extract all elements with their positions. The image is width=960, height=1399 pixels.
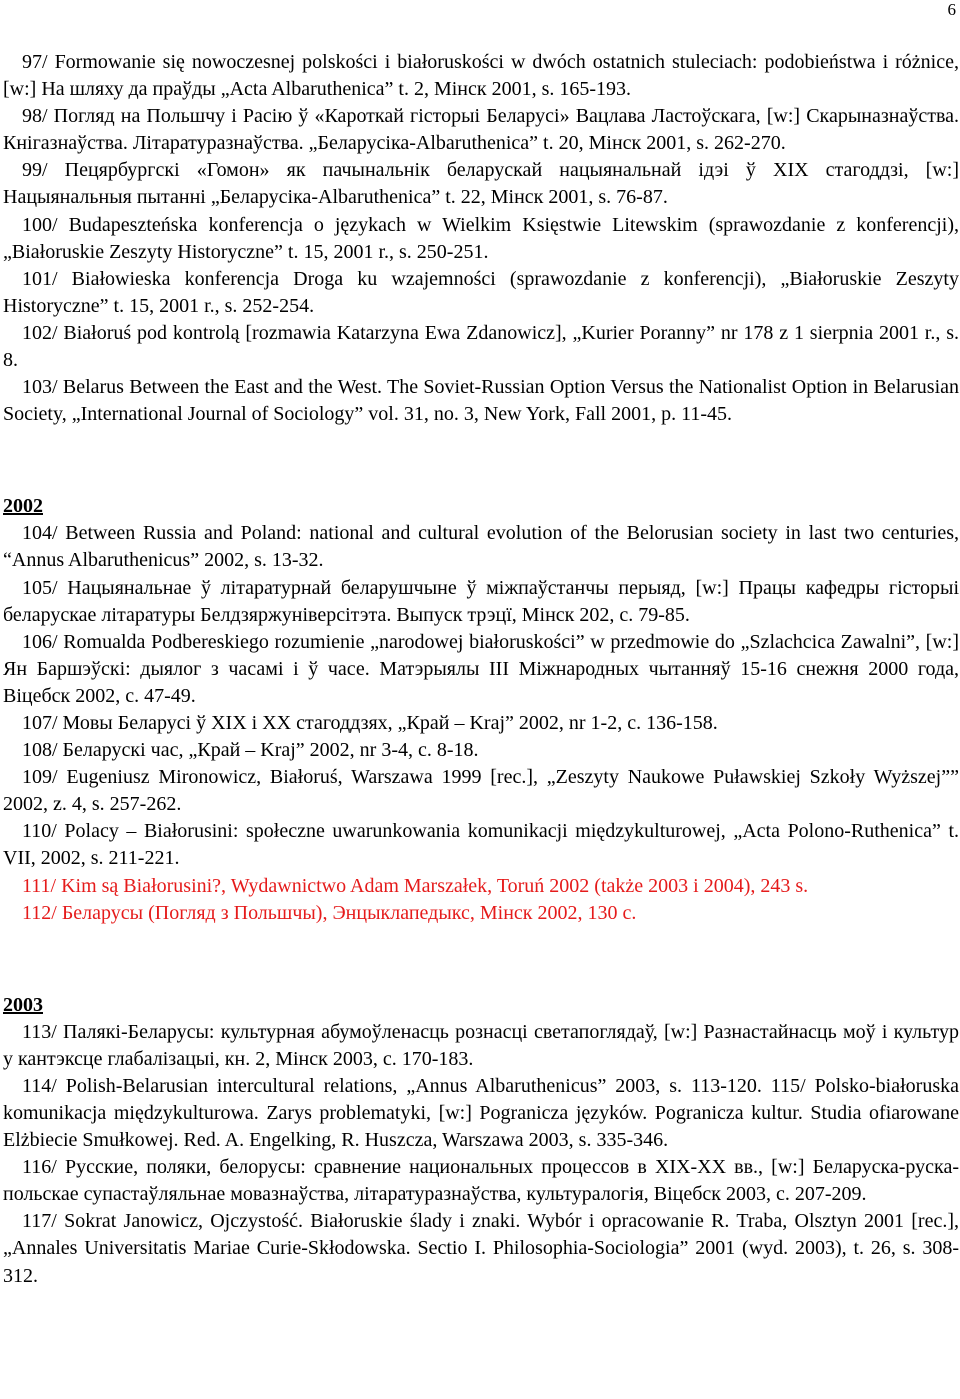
page-number: 6 — [947, 0, 956, 19]
section-spacer — [3, 927, 959, 992]
year-heading-2003: 2003 — [3, 993, 43, 1016]
list-item: 98/ Погляд на Польшчу і Расію ў «Кароткай гісторыі Беларусі» Вацлава Ластоўскага, [w:] Скарыназнаўства. Кнігазнаўства. Літаратуразнаўства. „Беларусіка-Albaruthenica” t. 20, Мінск 2001, s. 262-270. — [3, 105, 959, 155]
list-item: 108/ Беларускі час, „Край – Kraj” 2002, nr 3-4, с. 8-18. — [22, 739, 479, 762]
list-item: 117/ Sokrat Janowicz, Ojczystość. Białoruskie ślady i znaki. Wybór i opracowanie R. Traba, Olsztyn 2001 [rec.], „Annales Universitatis Mariae Curie-Skłodowska. Sectio I. Philosophia-Sociologia” 2001 (wyd. 2003), t. 26, s. 308-312. — [3, 1210, 959, 1287]
list-item: 107/ Мовы Беларусі ў XIX і XX стагоддзях, „Край – Kraj” 2002, nr 1-2, с. 136-158. — [22, 711, 718, 734]
highlighted-list-item: 111/ Kim są Białorusini?, Wydawnictwo Adam Marszałek, Toruń 2002 (także 2003 i 2004), 243 s. — [22, 874, 809, 897]
list-item: 113/ Палякі-Беларусы: культурная абумоўленасць рознасці светапоглядаў, [w:] Разнастайнасць моў і культур у кантэксце глабалізацыі, кн. 2, Мінск 2003, с. 170-183. — [3, 1020, 959, 1070]
list-item: 100/ Budapeszteńska konferencja o językach w Wielkim Księstwie Litewskim (sprawozdanie z konferencji), „Białoruskie Zeszyty Historyczne” t. 15, 2001 r., s. 250-251. — [3, 213, 959, 263]
bibliography-list — [3, 49, 959, 1290]
list-item: 97/ Formowanie się nowoczesnej polskości i białoruskości w dwóch ostatnich stuleciach: podobieństwa i różnice, [w:] На шляху да праўды „Acta Albaruthenica” t. 2, Мінск 2001, s. 165-193. — [3, 51, 959, 101]
list-item: 103/ Belarus Between the East and the West. The Soviet-Russian Option Versus the Nationalist Option in Belarusian Society, „International Journal of Sociology” vol. 31, no. 3, New York, Fall 2001, p. 11-45. — [3, 376, 959, 426]
list-item: 105/ Нацыянальнае ў літаратурнай беларушчыне ў міжпаўстанчы перыяд, [w:] Працы кафедры гісторыі беларускае літаратуры Белдзяржуніверсітэта. Выпуск трэцї, Мінск 202, с. 79-85. — [3, 576, 959, 626]
list-item: 104/ Between Russia and Poland: national and cultural evolution of the Belorusian society in last two centuries, “Annus Albaruthenicus” 2002, s. 13-32. — [3, 522, 959, 572]
list-item: 101/ Białowieska konferencja Droga ku wzajemności (sprawozdanie z konferencji), „Białoruskie Zeszyty Historyczne” t. 15, 2001 r., s. 252-254. — [3, 267, 959, 317]
list-item: 114/ Polish-Belarusian intercultural relations, „Annus Albaruthenicus” 2003, s. 113-120. 115/ Polsko-białoruska komunikacja międzykulturowa. Zarys problematyki, [w:] Pogranicza języków. Pogranicza kultur. Studia ofiarowane Elżbiecie Smułkowej. Red. A. Engelking, R. Huszcza, Warszawa 2003, s. 335-346. — [3, 1074, 959, 1152]
section-spacer — [3, 428, 959, 493]
list-item: 116/ Русские, поляки, белорусы: сравнение национальных процессов в XIX-XX вв., [w:] Беларуска-руска-польскае супастаўляльнае мовазнаўства, літаратуразнаўства, культуралогія, Віцебск 2003, с. 207-209. — [3, 1156, 959, 1206]
list-item: 102/ Białoruś pod kontrolą [rozmawia Katarzyna Ewa Zdanowicz], „Kurier Poranny” nr 178 z 1 sierpnia 2001 r., s. 8. — [3, 321, 959, 372]
highlighted-list-item: 112/ Беларусы (Погляд з Польшчы), Энцыклапедыкс, Мінск 2002, 130 с. — [22, 901, 637, 924]
year-heading-2002: 2002 — [3, 495, 43, 518]
list-item: 109/ Eugeniusz Mironowicz, Białoruś, Warszawa 1999 [rec.], „Zeszyty Naukowe Puławskiej Szkoły Wyższej”” 2002, z. 4, s. 257-262. — [3, 766, 959, 816]
list-item: 99/ Пецярбургскі «Гомон» як пачынальнік беларускай нацыянальнай ідэі ў XIX стагоддзі, [w:] Нацыянальныя пытанні „Беларусіка-Albaruthenica” t. 22, Мінск 2001, s. 76-87. — [3, 159, 959, 209]
list-item: 110/ Polacy – Białorusini: społeczne uwarunkowania komunikacji międzykulturowej, „Acta Polono-Ruthenica” t. VII, 2002, s. 211-221. — [3, 820, 959, 870]
list-item: 106/ Romualda Podbereskiego rozumienie „narodowej białoruskości” w przedmowie do „Szlachcica Zawalni”, [w:] Ян Баршэўскі: дыялог з часамі і ў часе. Матэрыялы ІІІ Міжнародных чытанняў 15-16 снежня 2000 года, Віцебск 2002, с. 47-49. — [3, 630, 959, 707]
